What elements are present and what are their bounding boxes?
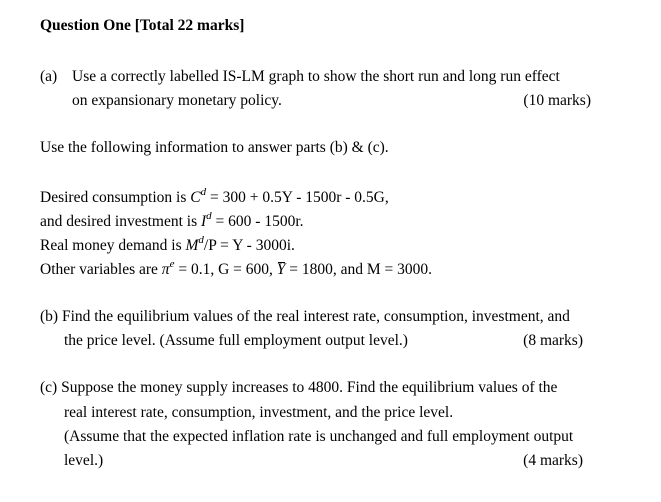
part-b-marks: (8 marks) — [523, 332, 583, 349]
investment-sup: d — [206, 210, 212, 222]
investment-equation — [40, 212, 304, 233]
part-a-line2: on expansionary monetary policy. — [72, 92, 282, 109]
part-a-line2-row — [72, 91, 591, 111]
other-variables — [40, 260, 432, 281]
part-c-marks: (4 marks) — [523, 452, 583, 469]
investment-prefix: and desired investment is — [40, 213, 201, 230]
consumption-equation — [40, 188, 389, 209]
consumption-prefix: Desired consumption is — [40, 189, 191, 206]
part-c-line4: level.) — [64, 452, 104, 469]
investment-symbol: I — [201, 213, 207, 230]
part-b-line2: the price level. (Assume full employment output level.) — [64, 332, 408, 349]
pi-sup: e — [169, 258, 175, 270]
part-b-line1: (b) Find the equilibrium values of the real interest rate, consumption, investment, and — [40, 308, 570, 325]
part-a-label: (a) — [40, 68, 58, 85]
info-intro: Use the following information to answer parts (b) & (c). — [40, 139, 389, 156]
part-c-line2: real interest rate, consumption, investment, and the price level. — [64, 404, 454, 421]
consumption-expr: = 300 + 0.5Y - 1500r - 0.5G, — [206, 189, 389, 206]
part-b-line2-row — [64, 331, 583, 351]
part-c-line4-row — [64, 451, 583, 471]
part-a-line1: Use a correctly labelled IS-LM graph to show the short run and long run effect — [72, 68, 560, 85]
money-sup: d — [198, 234, 204, 246]
part-c-line3: (Assume that the expected inflation rate is unchanged and full employment output — [64, 428, 574, 445]
ybar-symbol: Y — [276, 261, 286, 278]
consumption-symbol: C — [190, 189, 201, 206]
pi-symbol: π — [161, 261, 170, 278]
money-prefix: Real money demand is — [40, 237, 186, 254]
money-demand-equation — [40, 236, 295, 257]
money-symbol: M — [185, 237, 199, 254]
investment-expr: = 600 - 1500r. — [211, 213, 304, 230]
consumption-sup: d — [200, 186, 207, 198]
money-expr: /P = Y - 3000i. — [203, 237, 295, 254]
ybar-expr: = 1800, and M = 3000. — [285, 261, 433, 278]
other-prefix: Other variables are — [40, 261, 162, 278]
question-title: Question One [Total 22 marks] — [40, 17, 245, 34]
part-c-line1: (c) Suppose the money supply increases to 4800. Find the equilibrium values of the — [40, 379, 558, 396]
pi-expr: = 0.1, G = 600, — [174, 261, 277, 278]
part-a-marks: (10 marks) — [523, 92, 591, 109]
